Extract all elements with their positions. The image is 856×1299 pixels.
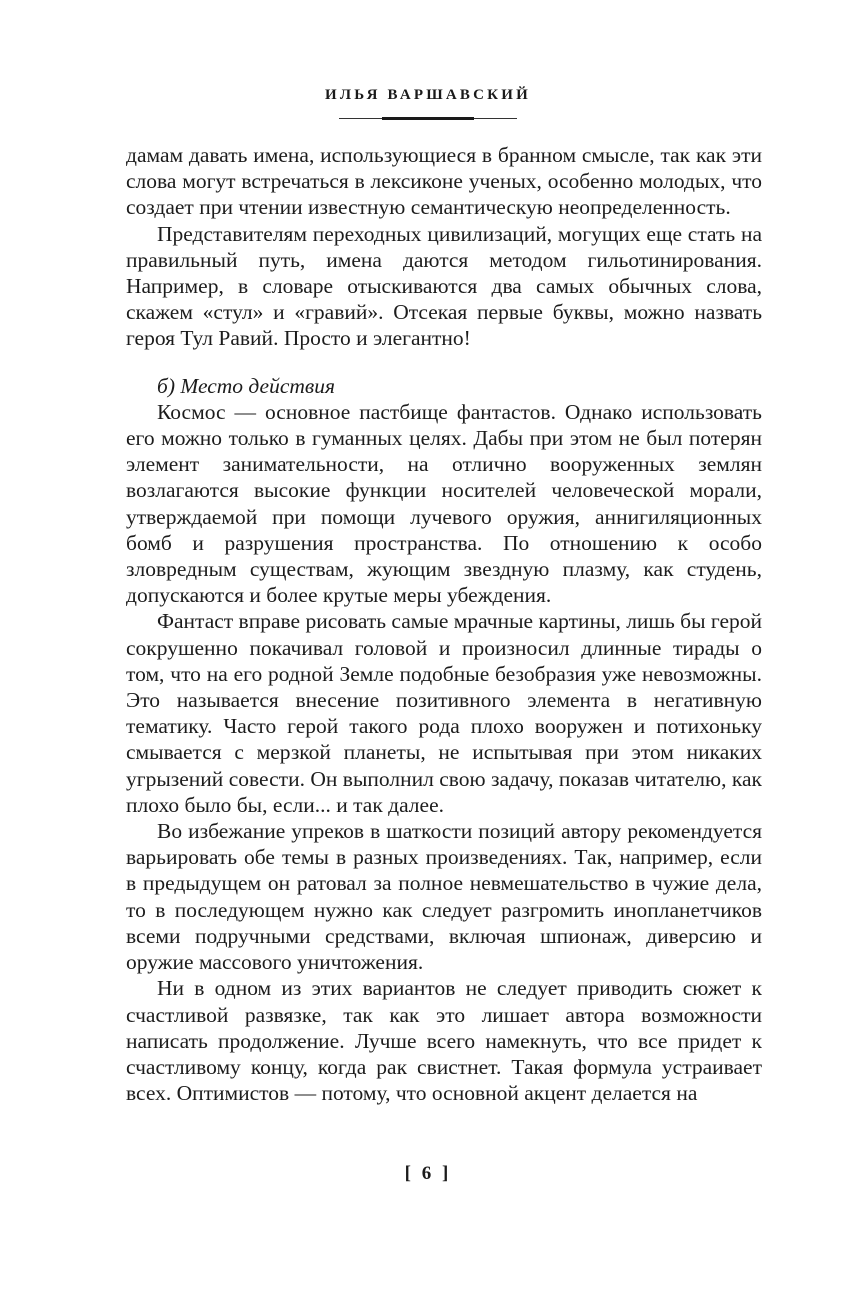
header-rule-thick (382, 117, 474, 120)
paragraph-1: дамам давать имена, использующиеся в бранном смысле, так как эти слова могут встречаться в лексиконе ученых, особенно молодых, что создает при чтении известную семантическую неопределенность. (126, 143, 762, 220)
page-number: [ 6 ] (404, 1163, 452, 1184)
running-header (0, 84, 856, 104)
running-header-author: ИЛЬЯ ВАРШАВСКИЙ (325, 87, 531, 103)
paragraph-3: Космос — основное пастбище фантастов. Однако использовать его можно только в гуманных целях. Дабы при этом не был потерян элемент занимательности, на отлично вооруженных землян возлагаются высокие функции носителей человеческой морали, утверждаемой при помощи лучевого оружия, аннигиляционных бомб и разрушения пространства. По отношению к особо зловредным существам, жующим звездную плазму, как студень, допускаются и более крутые меры убеждения. (126, 399, 762, 608)
paragraph-6: Ни в одном из этих вариантов не следует приводить сюжет к счастливой развязке, так как это лишает автора возможности написать продолжение. Лучше всего намекнуть, что все придет к счастливому концу, когда рак свистнет. Такая формула устраивает всех. Оптимистов — потому, что основной акцент делается на (126, 976, 762, 1106)
section-subheading: б) Место действия (157, 373, 335, 398)
paragraph-5: Во избежание упреков в шаткости позиций автору рекомендуется варьировать обе темы в разных произведениях. Так, например, если в предыдущем он ратовал за полное невмешательство в чужие дела, то в последующем нужно как следует разгромить инопланетчиков всеми подручными средствами, включая шпионаж, диверсию и оружие массового уничтожения. (126, 819, 762, 975)
paragraph-2: Представителям переходных цивилизаций, могущих еще стать на правильный путь, имена даются методом гильотинирования. Например, в словаре отыскиваются два самых обычных слова, скажем «стул» и «гравий». Отсекая первые буквы, можно назвать героя Тул Равий. Просто и элегантно! (126, 221, 762, 351)
body-text (126, 142, 762, 1106)
paragraph-4: Фантаст вправе рисовать самые мрачные картины, лишь бы герой сокрушенно покачивал головой и произносил длинные тирады о том, что на его родной Земле подобные безобразия уже невозможны. Это называется внесение позитивного элемента в негативную тематику. Часто герой такого рода плохо вооружен и потихоньку смывается с мерзкой планеты, не испытывая при этом никаких угрызений совести. Он выполнил свою задачу, показав читателю, как плохо было бы, если... и так далее. (126, 609, 763, 817)
